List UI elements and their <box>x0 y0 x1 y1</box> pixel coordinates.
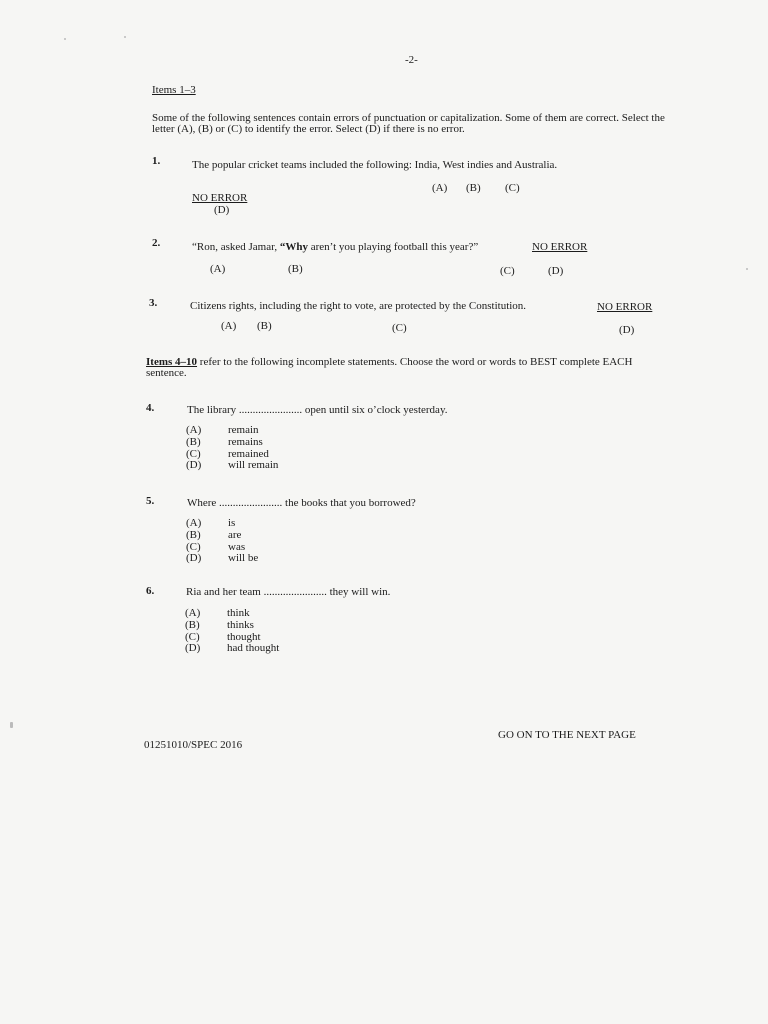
item-2-no-error: NO ERROR <box>532 241 588 253</box>
section-heading-items-4-10: Items 4–10 <box>146 356 198 368</box>
option-letter: (D) <box>186 459 202 472</box>
option-text: thought <box>227 630 261 643</box>
option-letter: (D) <box>186 552 202 565</box>
item-number: 5. <box>146 495 155 507</box>
item-2-letter-b: (B) <box>288 263 303 275</box>
item-1-letter-a: (A) <box>432 182 448 194</box>
item-3-no-error: NO ERROR <box>597 301 653 313</box>
option-letter: (A) <box>185 607 201 619</box>
option-text: are <box>228 528 242 541</box>
item-5-options <box>186 518 258 565</box>
option-row <box>185 620 279 632</box>
option-row <box>186 460 278 472</box>
option-row <box>186 437 278 449</box>
item-number: 1. <box>152 155 161 167</box>
item-number: 3. <box>149 297 158 309</box>
item-6-options <box>185 608 279 655</box>
option-letter: (A) <box>186 517 202 529</box>
scan-speck <box>64 38 66 40</box>
option-text: think <box>227 607 250 619</box>
item-1-letter-c: (C) <box>505 182 520 194</box>
item-2-sentence <box>192 241 478 253</box>
item-number: 6. <box>146 585 155 597</box>
go-on-next-page: GO ON TO THE NEXT PAGE <box>498 729 636 741</box>
option-text: will be <box>228 552 259 565</box>
scan-speck <box>746 268 748 270</box>
scan-speck <box>124 36 126 38</box>
paper-code: 01251010/SPEC 2016 <box>144 739 243 751</box>
item-2-sentence-part-a: “Ron, asked Jamar, <box>192 241 280 253</box>
option-letter: (A) <box>186 424 202 436</box>
option-letter: (D) <box>185 642 201 655</box>
option-text: remained <box>228 447 269 460</box>
item-1-letter-b: (B) <box>466 182 481 194</box>
option-text: is <box>228 517 236 529</box>
item-number: 2. <box>152 237 161 249</box>
item-3-letter-b: (B) <box>257 320 272 332</box>
option-text: was <box>228 540 246 553</box>
item-2-sentence-part-b: “Why <box>279 241 308 253</box>
item-4-stem: The library ....................... open until six o’clock yesterday. <box>187 404 448 416</box>
item-3-letter-a: (A) <box>221 320 237 332</box>
option-row <box>185 643 279 655</box>
section-heading-items-1-3: Items 1–3 <box>152 84 196 96</box>
item-4-options <box>186 425 278 472</box>
item-3-sentence: Citizens rights, including the right to vote, are protected by the Constitution. <box>190 300 527 312</box>
item-3-letter-d: (D) <box>619 324 635 336</box>
item-1-sentence: The popular cricket teams included the following: India, West indies and Australia. <box>192 159 558 171</box>
option-letter: (C) <box>186 540 201 553</box>
option-text: thinks <box>227 618 254 631</box>
option-text: will remain <box>228 459 279 472</box>
item-2-letter-a: (A) <box>210 263 226 275</box>
option-text: remains <box>228 435 263 448</box>
scan-speck <box>10 722 13 728</box>
option-row <box>186 530 258 542</box>
section2-instructions <box>146 357 674 379</box>
section2-instructions-text: refer to the following incomplete statements. Choose the word or words to BEST complete EACH sentence. <box>146 356 633 379</box>
item-1-letter-d: (D) <box>214 204 230 216</box>
item-2-sentence-part-c: aren’t you playing football this year?” <box>307 241 479 253</box>
page-number: -2- <box>405 54 418 66</box>
section1-instructions: Some of the following sentences contain errors of punctuation or capitalization. Some of them are correct. Select the letter (A), (B) or (C) to identify the error. Select (D) if there is no error. <box>152 112 665 135</box>
option-text: remain <box>228 424 259 436</box>
item-number: 4. <box>146 402 155 414</box>
option-text: had thought <box>227 642 280 655</box>
option-letter: (B) <box>186 528 201 541</box>
item-5-stem: Where ....................... the books that you borrowed? <box>187 497 416 509</box>
option-letter: (B) <box>186 435 201 448</box>
option-letter: (B) <box>185 618 200 631</box>
item-3-letter-c: (C) <box>392 322 407 334</box>
item-1-no-error: NO ERROR <box>192 192 248 204</box>
option-letter: (C) <box>186 447 201 460</box>
item-2-letter-d: (D) <box>548 265 564 277</box>
item-2-letter-c: (C) <box>500 265 515 277</box>
item-6-stem: Ria and her team ....................... they will win. <box>186 586 391 598</box>
option-letter: (C) <box>185 630 200 643</box>
option-row <box>186 553 258 565</box>
